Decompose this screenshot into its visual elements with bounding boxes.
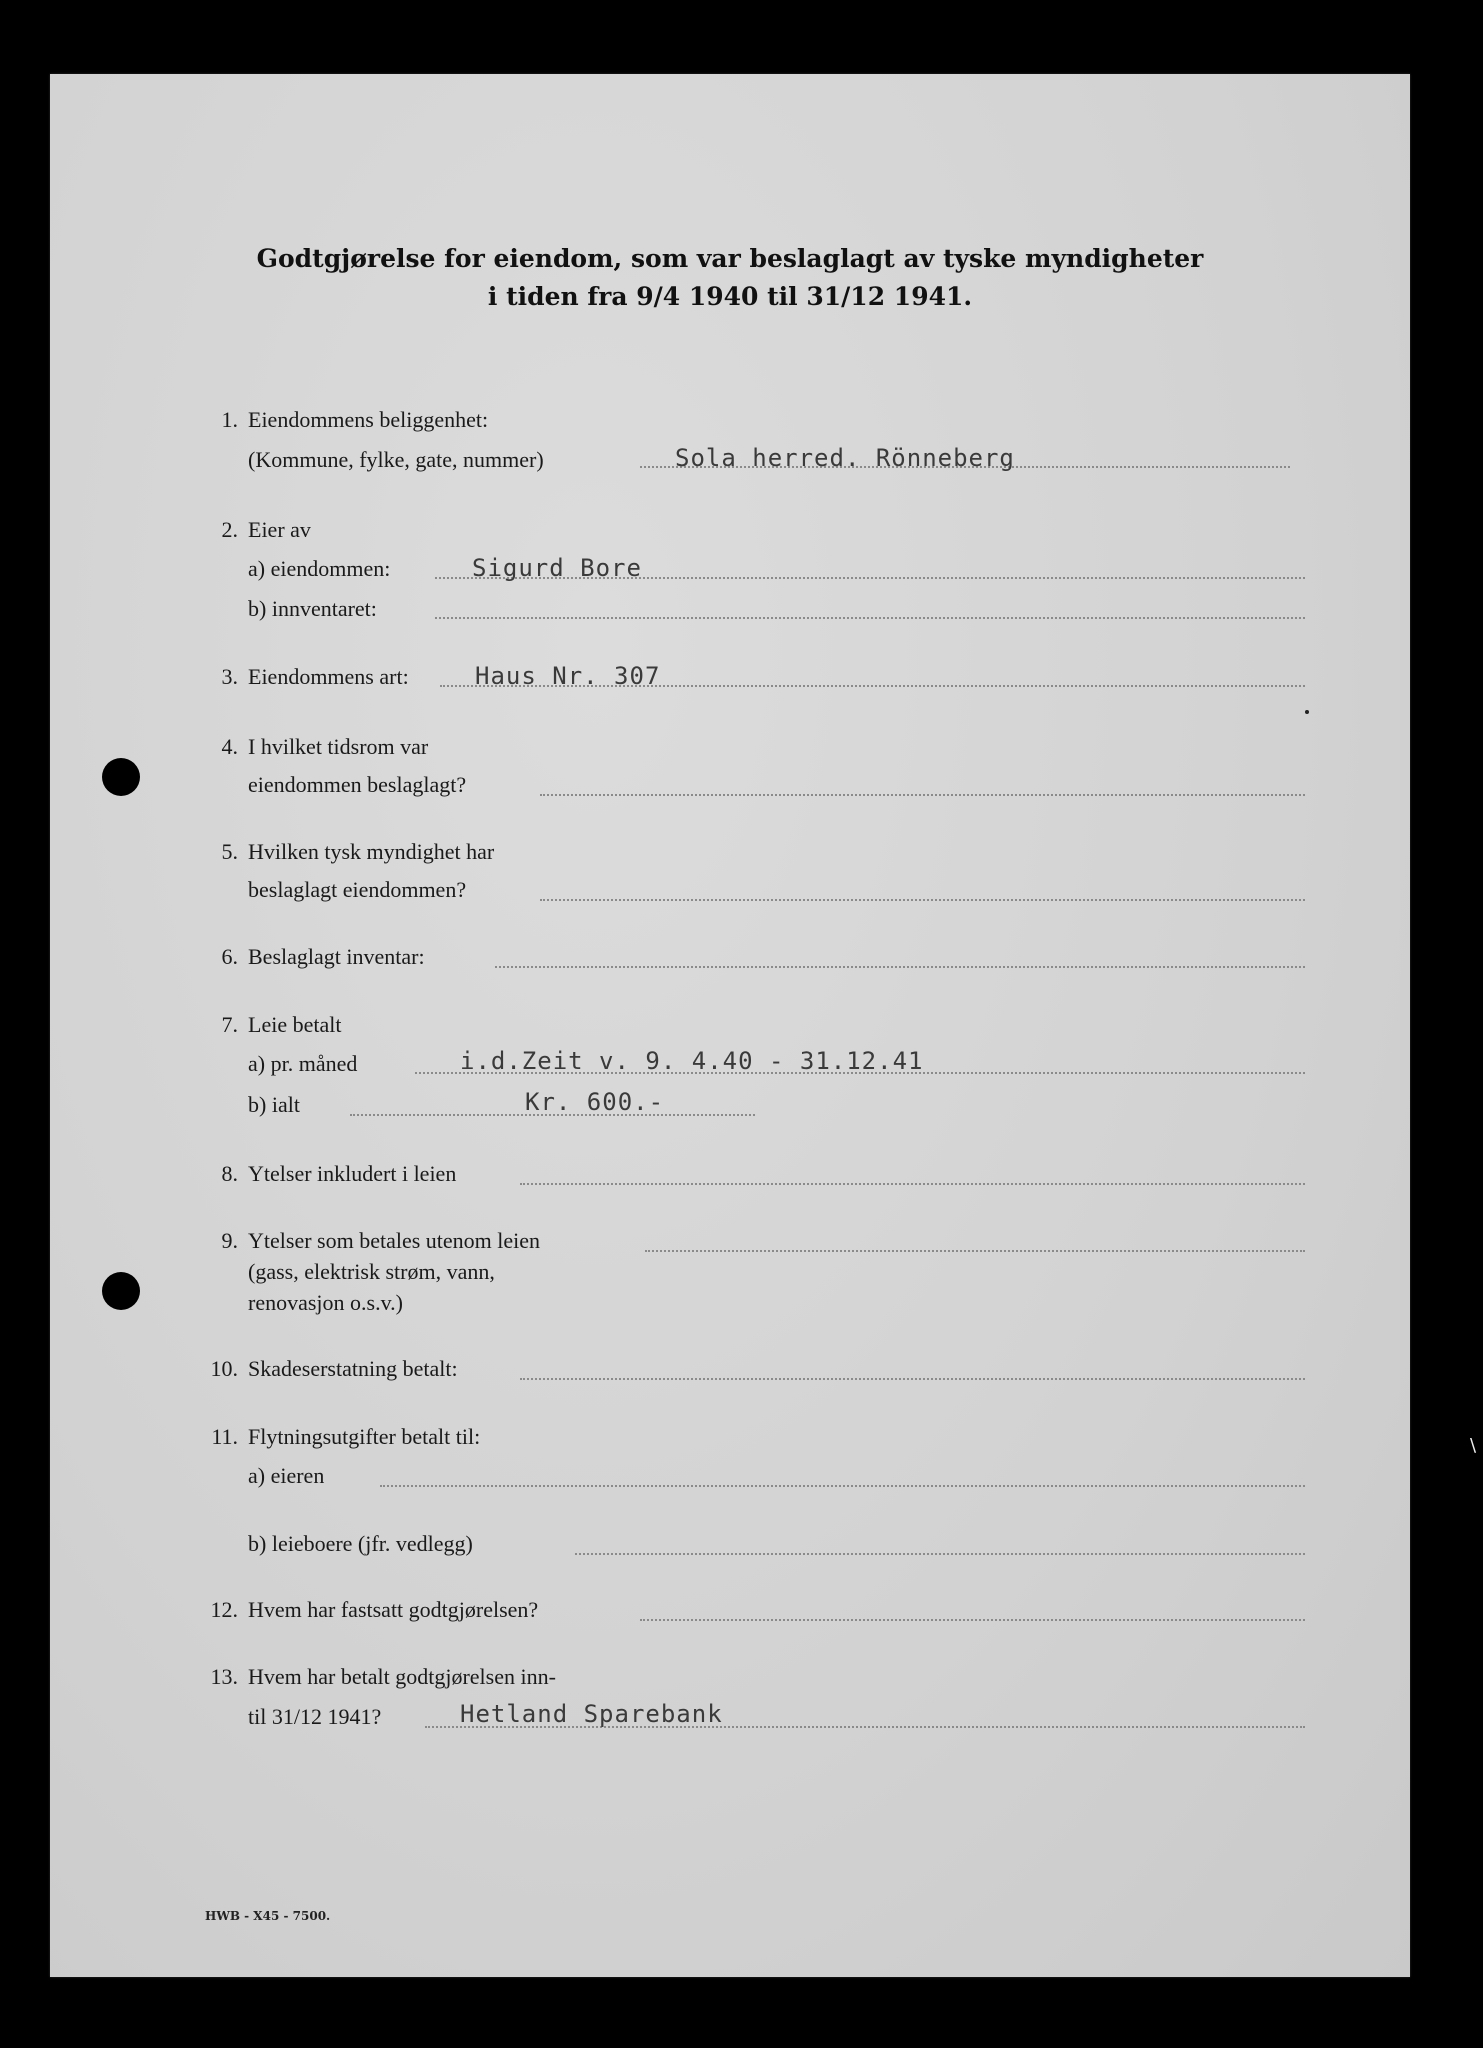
- item-13-value: Hetland Sparebank: [460, 1700, 723, 1728]
- item-11-number: 11.: [211, 1424, 238, 1449]
- item-2b-fill-line: [435, 617, 1305, 619]
- item-9-sublabel-2: renovasjon o.s.v.): [248, 1290, 403, 1315]
- punch-hole-top: [102, 758, 140, 796]
- item-11a-label: a) eieren: [248, 1463, 325, 1488]
- item-6-fill-line: [495, 966, 1305, 968]
- item-9-number: 9.: [221, 1228, 238, 1253]
- item-7a-label: a) pr. måned: [248, 1051, 358, 1076]
- edge-mark: \: [1470, 1435, 1477, 1456]
- item-13-label: Hvem har betalt godtgjørelsen inn-: [248, 1664, 556, 1689]
- item-11a-fill-line: [380, 1485, 1305, 1487]
- item-10-number: 10.: [210, 1356, 238, 1381]
- item-2a-label: a) eiendommen:: [248, 556, 391, 581]
- item-5-label: Hvilken tysk myndighet har: [248, 839, 495, 864]
- item-5-sublabel: beslaglagt eiendommen?: [248, 877, 467, 902]
- item-2-label: Eier av: [248, 517, 311, 542]
- item-12-label: Hvem har fastsatt godtgjørelsen?: [248, 1597, 539, 1622]
- item-1-number: 1.: [221, 407, 238, 432]
- item-4-number: 4.: [221, 734, 238, 759]
- item-6-number: 6.: [221, 944, 238, 969]
- item-3-value: Haus Nr. 307: [475, 662, 661, 690]
- item-7b-label: b) ialt: [248, 1092, 300, 1117]
- item-11b-label: b) leieboere (jfr. vedlegg): [248, 1531, 473, 1556]
- form-page: [50, 74, 1410, 1977]
- item-3-label: Eiendommens art:: [248, 664, 409, 689]
- item-4-sublabel: eiendommen beslaglagt?: [248, 772, 467, 797]
- ink-speck: [1305, 710, 1309, 714]
- item-2b-label: b) innventaret:: [248, 596, 377, 621]
- item-3-number: 3.: [221, 664, 238, 689]
- punch-hole-bottom: [102, 1272, 140, 1310]
- item-8-number: 8.: [221, 1161, 238, 1186]
- item-4-fill-line: [540, 794, 1305, 796]
- item-11b-fill-line: [575, 1553, 1305, 1555]
- form-title: [50, 240, 1410, 316]
- item-9-label: Ytelser som betales utenom leien: [248, 1228, 541, 1253]
- item-7b-value: Kr. 600.-: [525, 1088, 665, 1116]
- item-5-number: 5.: [221, 839, 238, 864]
- item-8-label: Ytelser inkludert i leien: [248, 1161, 457, 1186]
- form-footer-code: HWB - X45 - 7500.: [205, 1909, 331, 1923]
- item-1-label: Eiendommens beliggenhet:: [248, 407, 489, 432]
- item-5-fill-line: [540, 899, 1305, 901]
- item-1-sublabel: (Kommune, fylke, gate, nummer): [248, 447, 544, 472]
- item-1-value: Sola herred. Rönneberg: [675, 444, 1015, 472]
- item-4-label: I hvilket tidsrom var: [248, 734, 429, 759]
- item-13-number: 13.: [210, 1664, 238, 1689]
- item-2a-value: Sigurd Bore: [472, 554, 642, 582]
- item-7a-value: i.d.Zeit v. 9. 4.40 - 31.12.41: [460, 1047, 924, 1075]
- item-11-label: Flytningsutgifter betalt til:: [248, 1424, 481, 1449]
- item-9-fill-line: [645, 1250, 1305, 1252]
- item-8-fill-line: [520, 1183, 1305, 1185]
- item-10-fill-line: [520, 1378, 1305, 1380]
- item-2-number: 2.: [221, 517, 238, 542]
- title-line-1: Godtgjørelse for eiendom, som var beslaglagt av tyske myndigheter: [256, 244, 1204, 273]
- item-7-number: 7.: [221, 1012, 238, 1037]
- item-13-sublabel: til 31/12 1941?: [248, 1704, 382, 1729]
- item-12-fill-line: [640, 1619, 1305, 1621]
- title-line-2: i tiden fra 9/4 1940 til 31/12 1941.: [487, 282, 973, 311]
- item-7-label: Leie betalt: [248, 1012, 342, 1037]
- item-12-number: 12.: [210, 1597, 238, 1622]
- item-10-label: Skadeserstatning betalt:: [248, 1356, 458, 1381]
- item-6-label: Beslaglagt inventar:: [248, 944, 425, 969]
- item-9-sublabel-1: (gass, elektrisk strøm, vann,: [248, 1259, 495, 1284]
